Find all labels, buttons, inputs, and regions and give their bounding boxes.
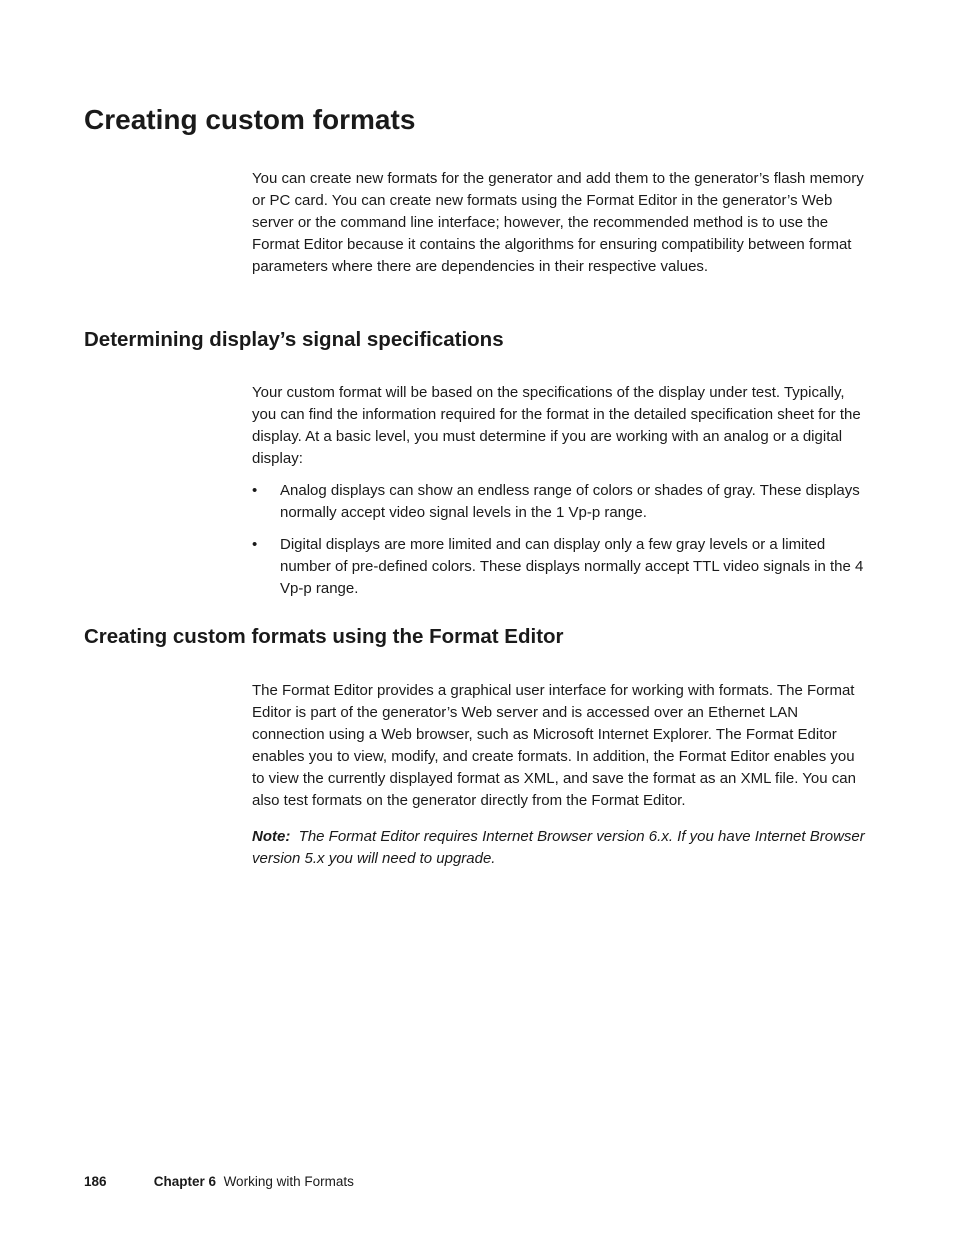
list-item (252, 534, 870, 600)
chapter-label: Chapter 6 (153, 1174, 217, 1189)
bullet-icon: • (252, 536, 258, 553)
bullet-icon: • (252, 482, 258, 499)
format-editor-paragraph: The Format Editor provides a graphical user interface for working with formats. The Format Editor is part of the generator’s Web server and is accessed over an Ethernet LAN connection using a Web browser, such as Microsoft Internet Explorer. The Format Editor enables you to view, modify, and create formats. In addition, the Format Editor enables you to view the currently displayed format as XML, and save the format as an XML file. You can also test formats on the generator directly from the Format Editor. (252, 682, 856, 809)
list-item-text: Analog displays can show an endless range of colors or shades of gray. These displays normally accept video signal levels in the 1 Vp-p range. (280, 482, 860, 521)
signal-specifications-block (252, 382, 870, 600)
list-item-text: Digital displays are more limited and can display only a few gray levels or a limited number of pre-defined colors. These displays normally accept TTL video signals in the 4 Vp-p range. (280, 536, 864, 597)
note (252, 826, 870, 870)
note-text: The Format Editor requires Internet Browser version 6.x. If you have Internet Browser version 5.x you will need to upgrade. (252, 828, 865, 867)
chapter-title: Working with Formats (223, 1174, 354, 1189)
page-footer (84, 1173, 354, 1191)
page-number: 186 (84, 1174, 107, 1189)
signal-specifications-paragraph: Your custom format will be based on the specifications of the display under test. Typically, you can find the information required for the format in the detailed specification sheet for the display. At a basic level, you must determine if you are working with an analog or a digital display: (252, 384, 861, 467)
page-title: Creating custom formats (84, 104, 416, 135)
intro-paragraph-block (252, 168, 870, 278)
display-type-list (252, 480, 870, 600)
note-label: Note: (252, 828, 291, 845)
intro-paragraph: You can create new formats for the generator and add them to the generator’s flash memory or PC card. You can create new formats using the Format Editor in the generator’s Web server or the command line interface; however, the recommended method is to use the Format Editor because it contains the algorithms for ensuring compatibility between format parameters where there are dependencies in their respective values. (252, 170, 864, 275)
section-heading-format-editor: Creating custom formats using the Format Editor (84, 625, 564, 648)
section-heading-signal-specifications: Determining display’s signal specifications (84, 328, 504, 351)
format-editor-block (252, 680, 870, 870)
list-item (252, 480, 870, 524)
